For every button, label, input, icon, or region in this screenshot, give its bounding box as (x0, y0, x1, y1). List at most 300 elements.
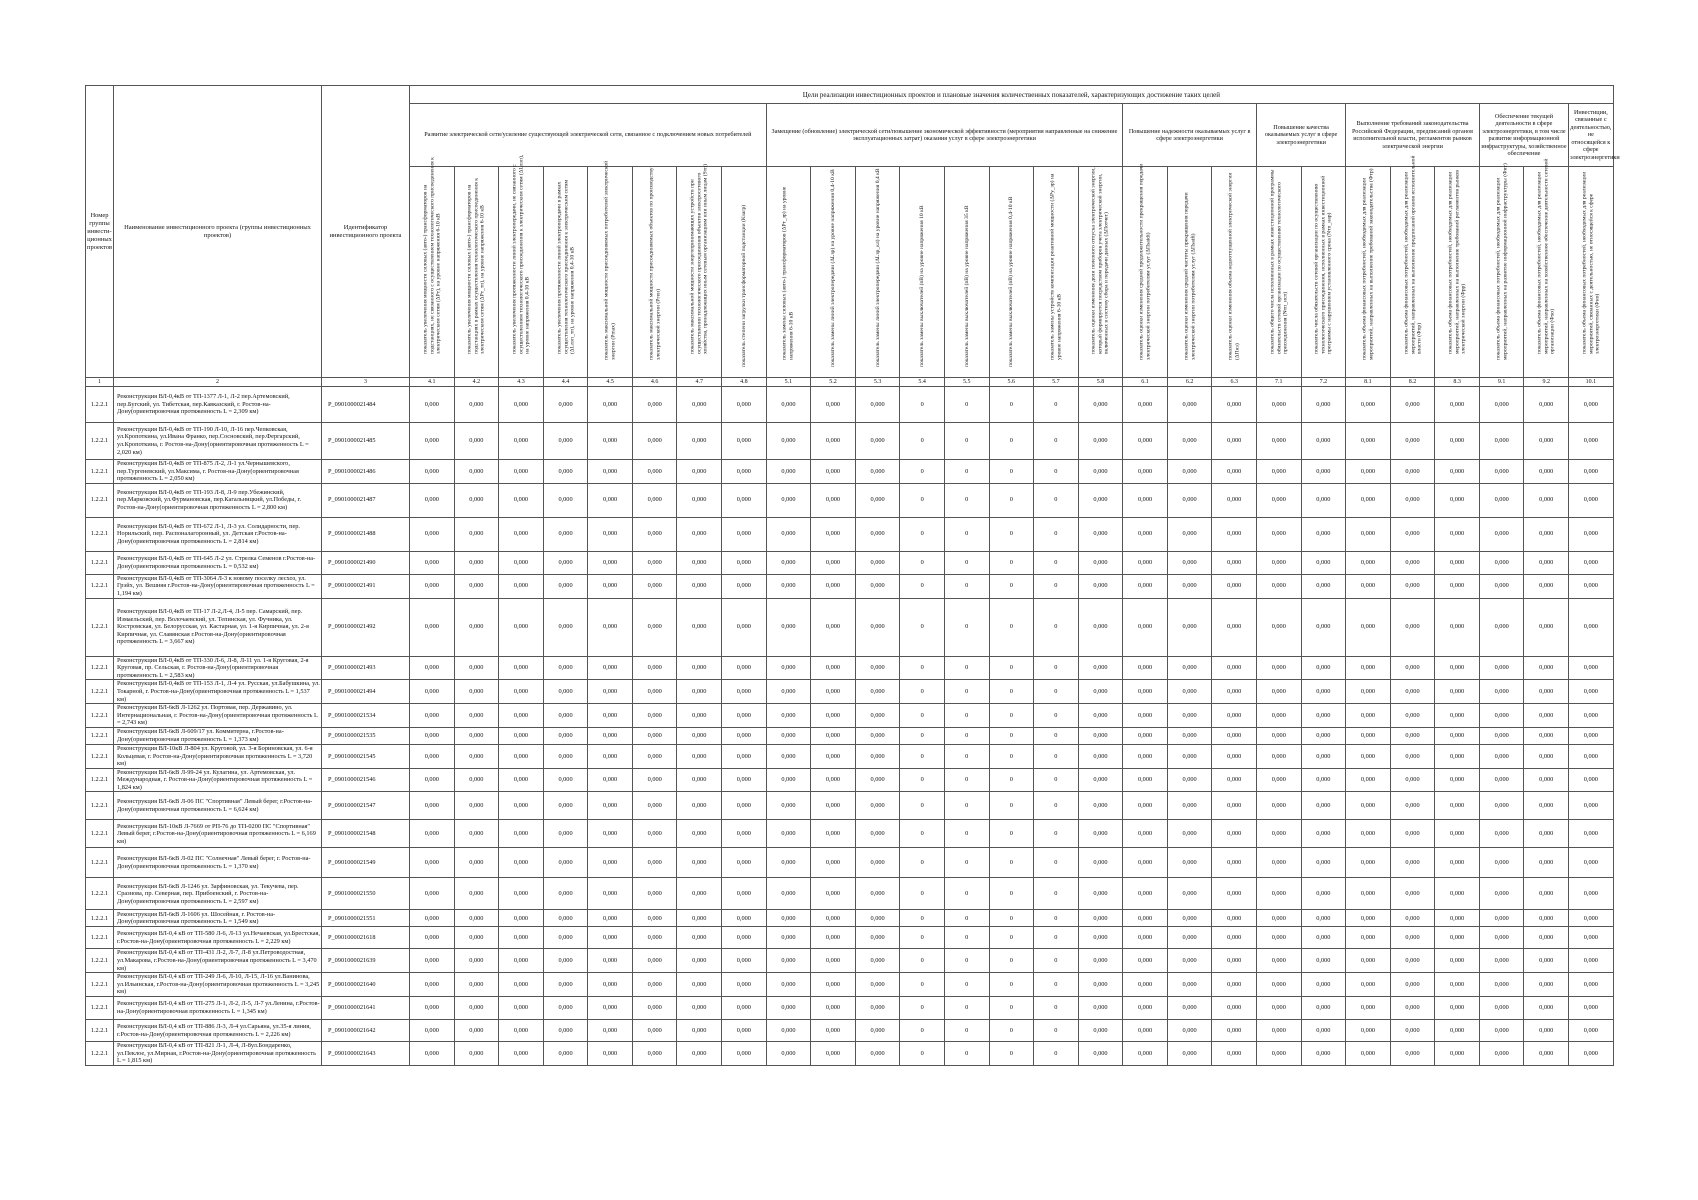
metric-value-cell: 0,000 (1167, 656, 1212, 680)
metric-value-cell: 0 (944, 423, 989, 460)
metric-value-cell: 0,000 (454, 973, 499, 997)
metric-value-cell: 0,000 (1167, 483, 1212, 517)
metric-header (1346, 167, 1391, 378)
metric-value-cell: 0 (1034, 727, 1079, 744)
metric-value-cell: 0,000 (1123, 792, 1168, 820)
metric-value-cell: 0,000 (811, 598, 856, 656)
metric-value-cell: 0,000 (454, 517, 499, 551)
metric-value-cell: 0,000 (811, 574, 856, 598)
metric-value-cell: 0,000 (811, 927, 856, 949)
metric-value-cell: 0,000 (1435, 483, 1480, 517)
metric-value-cell: 0,000 (543, 1020, 588, 1042)
metric-value-cell: 0,000 (632, 704, 677, 728)
metric-value-cell: 0,000 (1256, 792, 1301, 820)
column-number: 4.3 (499, 378, 544, 387)
metric-value-cell: 0,000 (1256, 910, 1301, 927)
metric-value-cell: 0,000 (499, 680, 544, 704)
metric-value-cell: 0 (900, 551, 945, 574)
metric-value-cell: 0,000 (855, 910, 900, 927)
metric-value-cell: 0,000 (811, 704, 856, 728)
metric-value-cell: 0,000 (499, 744, 544, 768)
metric-value-cell: 0,000 (588, 1042, 633, 1066)
metric-value-cell: 0,000 (588, 574, 633, 598)
metric-value-cell: 0,000 (1569, 1020, 1614, 1042)
metric-label: показатель максимальной мощности присоединяемых объектов по производству электрической энергии (Pген) (648, 167, 661, 360)
table-row (86, 878, 1614, 910)
project-name-header: Наименование инвестиционного проекта (группы инвестиционных проектов) (114, 86, 322, 378)
metric-value-cell: 0,000 (766, 460, 811, 484)
metric-value-cell: 0 (989, 656, 1034, 680)
metric-value-cell: 0,000 (1435, 680, 1480, 704)
metric-value-cell: 0,000 (1390, 656, 1435, 680)
metric-value-cell: 0 (989, 598, 1034, 656)
metric-header (1078, 167, 1123, 378)
metric-value-cell: 0 (1034, 704, 1079, 728)
metric-value-cell: 0 (944, 927, 989, 949)
metric-value-cell: 0,000 (1078, 460, 1123, 484)
identifier-cell: P_0901000021545 (322, 744, 410, 768)
column-number: 9.2 (1524, 378, 1569, 387)
metric-value-cell: 0,000 (632, 768, 677, 792)
metric-value-cell: 0,000 (588, 598, 633, 656)
metric-header (1212, 167, 1257, 378)
column-number: 8.2 (1390, 378, 1435, 387)
group-number-cell: 1.2.2.1 (86, 727, 114, 744)
identifier-header: Идентификатор инвестиционного проекта (322, 86, 410, 378)
metric-value-cell: 0,000 (1301, 704, 1346, 728)
metric-value-cell: 0,000 (1212, 483, 1257, 517)
metric-label: показатель увеличения протяженности линий электропередачи в рамках осуществления технологического присоединения к электрическим сетям (ΔLлэп_тп), на уровне напряжения 0,4-10 кВ (555, 179, 575, 354)
metric-value-cell: 0,000 (1301, 423, 1346, 460)
metric-value-cell: 0 (1034, 820, 1079, 848)
metric-value-cell: 0,000 (1301, 878, 1346, 910)
table-row (86, 460, 1614, 484)
metric-value-cell: 0,000 (1479, 1042, 1524, 1066)
metric-value-cell: 0,000 (1256, 820, 1301, 848)
metric-value-cell: 0,000 (1212, 704, 1257, 728)
identifier-cell: P_0901000021488 (322, 517, 410, 551)
metric-header (944, 167, 989, 378)
metric-value-cell: 0 (1034, 792, 1079, 820)
metric-value-cell: 0,000 (1212, 744, 1257, 768)
metric-value-cell: 0 (989, 973, 1034, 997)
metric-value-cell: 0,000 (632, 1042, 677, 1066)
metric-value-cell: 0,000 (410, 727, 455, 744)
metric-value-cell: 0,000 (677, 973, 722, 997)
metric-value-cell: 0 (900, 574, 945, 598)
metric-value-cell: 0,000 (766, 949, 811, 973)
metric-value-cell: 0,000 (1167, 680, 1212, 704)
metric-value-cell: 0,000 (632, 744, 677, 768)
metric-value-cell: 0,000 (1346, 423, 1391, 460)
metric-value-cell: 0,000 (811, 878, 856, 910)
metric-value-cell: 0,000 (811, 551, 856, 574)
metric-value-cell: 0,000 (1479, 727, 1524, 744)
table-row (86, 574, 1614, 598)
metric-value-cell: 0,000 (1479, 387, 1524, 423)
metric-value-cell: 0,000 (1212, 997, 1257, 1020)
metric-value-cell: 0,000 (588, 820, 633, 848)
metric-value-cell: 0,000 (677, 768, 722, 792)
metric-value-cell: 0,000 (1212, 517, 1257, 551)
metric-value-cell: 0 (900, 656, 945, 680)
column-number: 2 (114, 378, 322, 387)
metric-value-cell: 0 (900, 820, 945, 848)
metric-value-cell: 0,000 (1390, 910, 1435, 927)
metric-value-cell: 0,000 (1435, 387, 1480, 423)
metric-value-cell: 0,000 (722, 1020, 767, 1042)
metric-value-cell: 0,000 (855, 973, 900, 997)
metric-value-cell: 0 (944, 656, 989, 680)
metric-value-cell: 0,000 (855, 551, 900, 574)
metric-value-cell: 0 (900, 927, 945, 949)
metric-value-cell: 0,000 (1212, 927, 1257, 949)
metric-value-cell: 0,000 (632, 483, 677, 517)
metric-value-cell: 0 (900, 517, 945, 551)
metric-value-cell: 0,000 (855, 680, 900, 704)
metric-value-cell: 0,000 (1078, 768, 1123, 792)
metric-value-cell: 0 (900, 1020, 945, 1042)
metric-header (811, 167, 856, 378)
metric-value-cell: 0,000 (1346, 517, 1391, 551)
metric-value-cell: 0,000 (410, 910, 455, 927)
metric-value-cell: 0,000 (454, 387, 499, 423)
metric-value-cell: 0,000 (722, 704, 767, 728)
metric-value-cell: 0,000 (1346, 768, 1391, 792)
metric-value-cell: 0,000 (1212, 727, 1257, 744)
metric-value-cell: 0 (944, 792, 989, 820)
identifier-cell: P_0901000021551 (322, 910, 410, 927)
metric-value-cell: 0,000 (454, 1020, 499, 1042)
metric-value-cell: 0 (900, 949, 945, 973)
metric-value-cell: 0,000 (722, 792, 767, 820)
metric-value-cell: 0,000 (588, 927, 633, 949)
metric-value-cell: 0,000 (499, 483, 544, 517)
metric-value-cell: 0,000 (1123, 927, 1168, 949)
metric-value-cell: 0,000 (1078, 997, 1123, 1020)
metric-value-cell: 0,000 (1167, 878, 1212, 910)
metric-value-cell: 0,000 (543, 848, 588, 878)
metric-value-cell: 0,000 (499, 423, 544, 460)
targets-title: Цели реализации инвестиционных проектов и плановые значения количественных показателей, характеризующих достижение таких целей (410, 86, 1614, 104)
metric-header (1524, 158, 1569, 378)
table-row (86, 927, 1614, 949)
metric-value-cell: 0,000 (1479, 792, 1524, 820)
group-number-cell: 1.2.2.1 (86, 680, 114, 704)
metric-value-cell: 0,000 (1346, 949, 1391, 973)
metric-header (632, 167, 677, 378)
metric-value-cell: 0,000 (1123, 517, 1168, 551)
metric-value-cell: 0,000 (632, 574, 677, 598)
column-number: 4.4 (543, 378, 588, 387)
metric-value-cell: 0,000 (1123, 848, 1168, 878)
metric-value-cell: 0,000 (1524, 727, 1569, 744)
metric-value-cell: 0,000 (811, 727, 856, 744)
group-number-cell: 1.2.2.1 (86, 387, 114, 423)
metric-value-cell: 0,000 (1256, 387, 1301, 423)
metric-value-cell: 0,000 (1256, 517, 1301, 551)
column-number: 8.3 (1435, 378, 1480, 387)
metric-value-cell: 0,000 (766, 878, 811, 910)
metric-value-cell: 0,000 (1390, 680, 1435, 704)
metric-value-cell: 0 (900, 1042, 945, 1066)
metric-value-cell: 0,000 (1212, 792, 1257, 820)
metric-value-cell: 0,000 (1479, 423, 1524, 460)
metric-value-cell: 0 (989, 387, 1034, 423)
metric-value-cell: 0,000 (1256, 878, 1301, 910)
group-number-cell: 1.2.2.1 (86, 656, 114, 680)
metric-value-cell: 0,000 (855, 598, 900, 656)
metric-value-cell: 0,000 (855, 727, 900, 744)
metric-value-cell: 0,000 (1256, 1042, 1301, 1066)
metric-value-cell: 0 (989, 744, 1034, 768)
metric-value-cell: 0,000 (722, 680, 767, 704)
metric-value-cell: 0,000 (1301, 973, 1346, 997)
metric-value-cell: 0,000 (1167, 1042, 1212, 1066)
identifier-cell: P_0901000021494 (322, 680, 410, 704)
table-row (86, 1042, 1614, 1066)
metric-value-cell: 0,000 (811, 460, 856, 484)
metric-value-cell: 0,000 (410, 792, 455, 820)
metric-value-cell: 0,000 (1569, 878, 1614, 910)
metric-value-cell: 0,000 (1435, 1020, 1480, 1042)
metric-value-cell: 0,000 (855, 517, 900, 551)
metric-label: показатель оценки изменения доли полезного отпуска электрической энергии, который формируется посредством приборов учета электрической энергии, включенных в систему сбора и передачи данных (ΔПотчет) (1090, 166, 1110, 354)
metric-value-cell: 0 (1034, 460, 1079, 484)
metric-value-cell: 0,000 (1123, 1020, 1168, 1042)
metric-value-cell: 0,000 (588, 460, 633, 484)
metric-value-cell: 0,000 (410, 574, 455, 598)
project-name-cell: Реконструкция ВЛ-0,4кВ от ТП-190 Л-10, Л-16 пер.Чепковская, ул.Кропоткина, ул.Ивана Франко, пер.Сосновский, пер.Фергарский, ул.Кропоткина, г. Ростов-на-Дону(ориентировочная протяженность L = 2,020 км) (114, 423, 322, 460)
metric-value-cell: 0 (900, 483, 945, 517)
metric-value-cell: 0 (900, 680, 945, 704)
metric-value-cell: 0,000 (855, 820, 900, 848)
metric-value-cell: 0,000 (1301, 727, 1346, 744)
metric-label: показатель оценки изменения средней частоты прекращения передачи электрической энергии потребителям услуг (ΔПsaifi) (1183, 192, 1196, 360)
metric-value-cell: 0,000 (1390, 848, 1435, 878)
metric-value-cell: 0,000 (766, 517, 811, 551)
metric-value-cell: 0,000 (1435, 727, 1480, 744)
project-name-cell: Реконструкция ВЛ-0,4 кВ от ТП-249 Л-6, Л-10, Л-15, Л-16 ул.Ванинова, ул.Ильинская, г.Ростов-на-Дону(ориентировочная протяженность L = 3,245 км) (114, 973, 322, 997)
metric-value-cell: 0,000 (1123, 973, 1168, 997)
metric-value-cell: 0,000 (410, 848, 455, 878)
metric-value-cell: 0,000 (811, 387, 856, 423)
metric-value-cell: 0,000 (811, 848, 856, 878)
metric-value-cell: 0,000 (677, 997, 722, 1020)
metric-value-cell: 0,000 (811, 744, 856, 768)
identifier-cell: P_0901000021641 (322, 997, 410, 1020)
metric-value-cell: 0,000 (1524, 768, 1569, 792)
metric-value-cell: 0,000 (1167, 820, 1212, 848)
group-number-cell: 1.2.2.1 (86, 997, 114, 1020)
metric-value-cell: 0,000 (543, 997, 588, 1020)
metric-value-cell: 0 (944, 704, 989, 728)
group-number-cell: 1.2.2.1 (86, 423, 114, 460)
metric-value-cell: 0,000 (855, 848, 900, 878)
project-name-cell: Реконструкция ВЛ-0,4 кВ от ТП-431 Л-2, Л-7, Л-8 ул.Петроводостная, ул.Макарова, г.Ростов-на-Дону(ориентировочная протяженность L = 3,470 км) (114, 949, 322, 973)
metric-value-cell: 0,000 (1435, 910, 1480, 927)
metric-value-cell: 0,000 (722, 997, 767, 1020)
metric-value-cell: 0,000 (722, 460, 767, 484)
metric-value-cell: 0,000 (1167, 460, 1212, 484)
metric-value-cell: 0,000 (454, 483, 499, 517)
identifier-cell: P_0901000021493 (322, 656, 410, 680)
metric-value-cell: 0,000 (1078, 387, 1123, 423)
metric-value-cell: 0,000 (499, 792, 544, 820)
metric-value-cell: 0,000 (1390, 792, 1435, 820)
group-number-cell: 1.2.2.1 (86, 551, 114, 574)
metric-value-cell: 0 (900, 878, 945, 910)
column-number: 5.7 (1034, 378, 1079, 387)
project-name-cell: Реконструкция ВЛ-0,4кВ от ТП-330 Л-6, Л-8, Л-11 ул. 1-я Круговая, 2-я Круговая, пр. Сельская, г. Ростов-на-Дону(ориентировочная протяженность L = 2,583 км) (114, 656, 322, 680)
metric-value-cell: 0,000 (722, 551, 767, 574)
metric-value-cell: 0 (1034, 949, 1079, 973)
metric-label: показатель объема финансовых потребностей, необходимых для реализации мероприятий, направленных на выполнение требований регламентов рынков электрической энергии (Фрр) (1447, 169, 1467, 354)
metric-value-cell: 0,000 (811, 656, 856, 680)
metric-value-cell: 0,000 (1078, 656, 1123, 680)
metric-value-cell: 0,000 (1346, 973, 1391, 997)
metric-value-cell: 0,000 (1479, 744, 1524, 768)
column-number: 6.2 (1167, 378, 1212, 387)
metric-value-cell: 0,000 (811, 792, 856, 820)
target-group-header: Развитие электрической сети/усиление существующей электрической сети, связанное с подключением новых потребителей (410, 104, 767, 167)
metric-value-cell: 0,000 (855, 704, 900, 728)
metric-value-cell: 0,000 (410, 927, 455, 949)
metric-value-cell: 0,000 (1524, 744, 1569, 768)
metric-value-cell: 0,000 (677, 878, 722, 910)
metric-value-cell: 0,000 (499, 704, 544, 728)
identifier-cell: P_0901000021618 (322, 927, 410, 949)
metric-value-cell: 0,000 (1301, 997, 1346, 1020)
column-number: 4.7 (677, 378, 722, 387)
target-group-header: Замещение (обновление) электрической сети/повышение экономической эффективности (мероприятия направленные на снижение эксплуатационных затрат) оказания услуг в сфере электроэнергетики (766, 104, 1123, 167)
metric-value-cell: 0 (989, 680, 1034, 704)
metric-header (1479, 163, 1524, 378)
metric-value-cell: 0,000 (1435, 704, 1480, 728)
metric-value-cell: 0,000 (1346, 997, 1391, 1020)
metric-value-cell: 0,000 (499, 973, 544, 997)
metric-label: показатель объема финансовых потребностей, необходимых для реализации мероприятий, направленных на выполнение требований законодательства (Фтр) (1361, 168, 1374, 360)
metric-value-cell: 0,000 (588, 744, 633, 768)
metric-value-cell: 0,000 (855, 1020, 900, 1042)
metric-label: показатель увеличения мощности силовых (авто-) трансформаторов на подстанциях в рамках осуществления технологического присоединения к электрическим сетям (ΔPт_тп), на уровне напряжения 6-10 кВ (466, 177, 486, 354)
metric-value-cell: 0,000 (1569, 848, 1614, 878)
metric-value-cell: 0 (944, 878, 989, 910)
metric-value-cell: 0,000 (766, 680, 811, 704)
metric-value-cell: 0,000 (1524, 1020, 1569, 1042)
metric-value-cell: 0 (1034, 423, 1079, 460)
metric-value-cell: 0,000 (722, 949, 767, 973)
metric-value-cell: 0,000 (1479, 656, 1524, 680)
metric-value-cell: 0,000 (1390, 878, 1435, 910)
metric-value-cell: 0 (944, 551, 989, 574)
metric-value-cell: 0,000 (1346, 387, 1391, 423)
metric-value-cell: 0 (944, 460, 989, 484)
metric-value-cell: 0,000 (1346, 878, 1391, 910)
metric-value-cell: 0,000 (1479, 1020, 1524, 1042)
metric-value-cell: 0 (1034, 656, 1079, 680)
table-row (86, 517, 1614, 551)
metric-value-cell: 0 (989, 848, 1034, 878)
metric-value-cell: 0 (1034, 848, 1079, 878)
metric-header (454, 167, 499, 378)
metric-value-cell: 0 (989, 820, 1034, 848)
metric-value-cell: 0,000 (543, 949, 588, 973)
metric-value-cell: 0,000 (1301, 387, 1346, 423)
identifier-cell: P_0901000021640 (322, 973, 410, 997)
metric-header (989, 167, 1034, 378)
metric-value-cell: 0,000 (1123, 744, 1168, 768)
metric-value-cell: 0,000 (722, 768, 767, 792)
metric-value-cell: 0,000 (1435, 460, 1480, 484)
metric-value-cell: 0,000 (1524, 517, 1569, 551)
identifier-cell: P_0901000021642 (322, 1020, 410, 1042)
metric-value-cell: 0,000 (766, 727, 811, 744)
metric-value-cell: 0,000 (766, 973, 811, 997)
metric-value-cell: 0 (989, 460, 1034, 484)
metric-value-cell: 0,000 (811, 768, 856, 792)
metric-value-cell: 0,000 (1212, 820, 1257, 848)
metric-value-cell: 0,000 (1479, 910, 1524, 927)
metric-value-cell: 0 (900, 423, 945, 460)
metric-value-cell: 0,000 (1212, 460, 1257, 484)
metric-value-cell: 0,000 (588, 483, 633, 517)
metric-value-cell: 0,000 (766, 820, 811, 848)
metric-value-cell: 0,000 (632, 387, 677, 423)
metric-value-cell: 0,000 (1479, 483, 1524, 517)
column-number: 3 (322, 378, 410, 387)
metric-value-cell: 0,000 (1524, 460, 1569, 484)
metric-value-cell: 0,000 (1569, 910, 1614, 927)
metric-value-cell: 0,000 (1346, 598, 1391, 656)
metric-value-cell: 0,000 (677, 949, 722, 973)
metric-value-cell: 0,000 (410, 949, 455, 973)
project-name-cell: Реконструкция ВЛ-0,4 кВ от ТП-821 Л-1, Л-4, Л-8ул.Бондаренко, ул.Пеклое, ул.Мирная, г.Ростов-на-Дону(ориентировочная протяженность L = 1,815 км) (114, 1042, 322, 1066)
metric-label: показатель увеличения протяженности линий электропередачи, не связанного с осуществлением технологического присоединения к электрическим сетям (ΔLлэп), на уровне напряжения 0,4-10 кВ (511, 154, 531, 354)
metric-value-cell: 0,000 (410, 997, 455, 1020)
table-row (86, 792, 1614, 820)
metric-value-cell: 0 (944, 483, 989, 517)
metric-value-cell: 0,000 (499, 517, 544, 551)
metric-value-cell: 0 (900, 704, 945, 728)
metric-value-cell: 0,000 (1167, 768, 1212, 792)
table-row (86, 598, 1614, 656)
column-number: 4.6 (632, 378, 677, 387)
metric-value-cell: 0,000 (722, 744, 767, 768)
metric-value-cell: 0 (944, 744, 989, 768)
metric-value-cell: 0 (944, 848, 989, 878)
metric-value-cell: 0,000 (1078, 423, 1123, 460)
metric-value-cell: 0,000 (499, 574, 544, 598)
metric-value-cell: 0,000 (1167, 744, 1212, 768)
metric-header (1167, 167, 1212, 378)
metric-value-cell: 0,000 (766, 387, 811, 423)
metric-value-cell: 0,000 (855, 768, 900, 792)
metric-value-cell: 0,000 (454, 848, 499, 878)
metric-value-cell: 0 (944, 574, 989, 598)
metric-header (1569, 167, 1614, 378)
metric-value-cell: 0,000 (543, 910, 588, 927)
metric-value-cell: 0,000 (1078, 949, 1123, 973)
project-name-cell: Реконструкция ВЛ-0,4кВ от ТП-153 Л-1, Л-4 ул. Русская, ул.Бабушкина, ул. Токарной, г. Ростов-на-Дону(ориентировочная протяженность L = 1,537 км) (114, 680, 322, 704)
metric-value-cell: 0,000 (677, 680, 722, 704)
metric-value-cell: 0,000 (1479, 927, 1524, 949)
metric-value-cell: 0,000 (1078, 1042, 1123, 1066)
metric-value-cell: 0,000 (677, 551, 722, 574)
metric-value-cell: 0,000 (1479, 997, 1524, 1020)
column-number: 5.3 (855, 378, 900, 387)
column-number: 5.4 (900, 378, 945, 387)
